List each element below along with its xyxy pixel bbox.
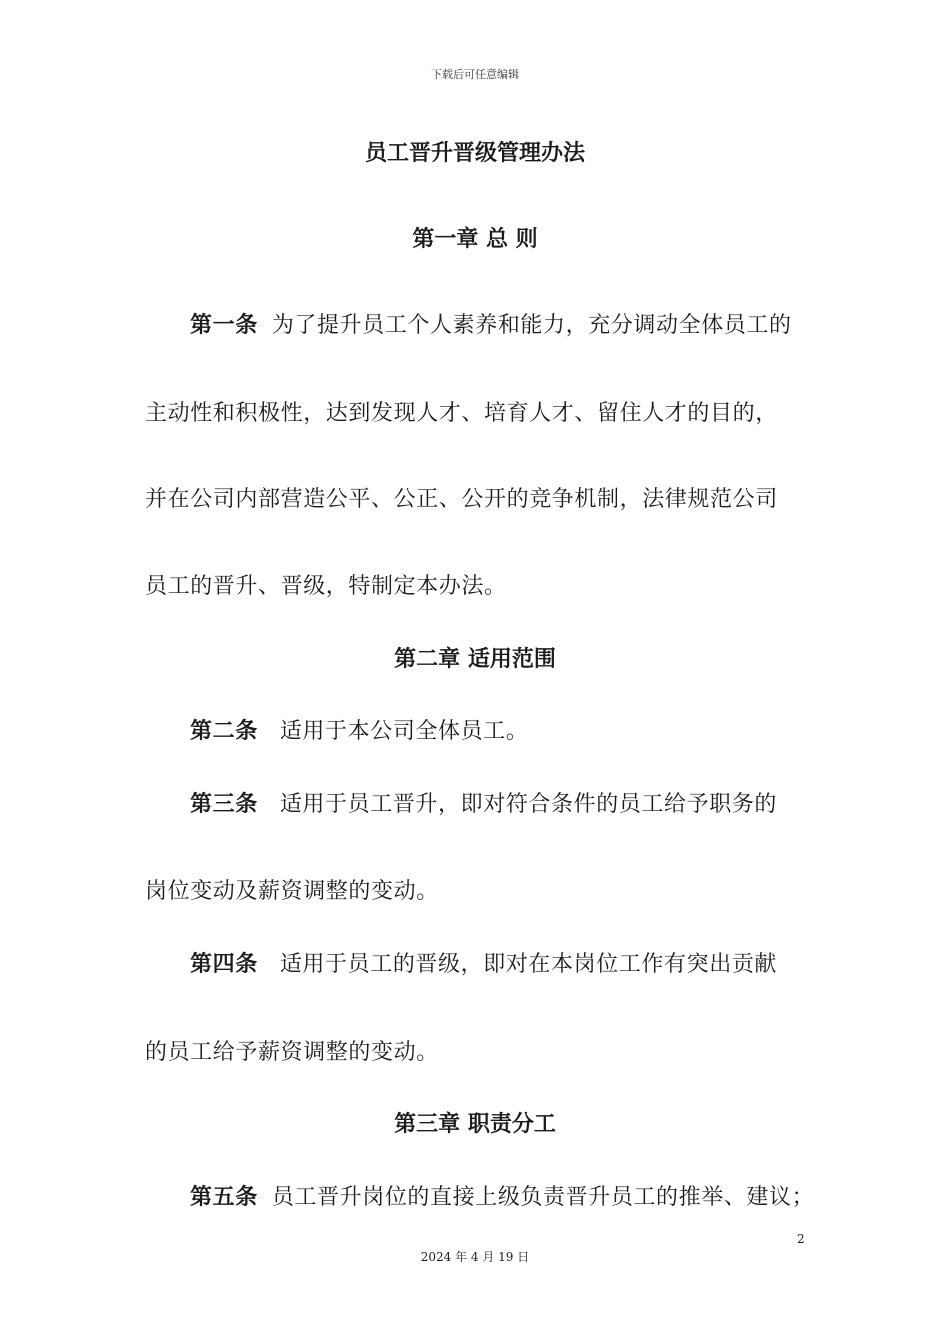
article-3-label: 第三条 [190,792,258,817]
article-4-line-2: 的员工给予薪资调整的变动。 [145,1040,439,1065]
page-number: 2 [797,1232,805,1246]
article-5-line-1 [190,1180,814,1211]
article-5-label: 第五条 [190,1185,258,1210]
article-1-line-2: 主动性和积极性，达到发现人才、培育人才、留住人才的目的， [145,401,778,426]
footer-date: 2024 年 4 月 19 日 [420,1250,530,1264]
header-note: 下载后可任意编辑 [431,68,519,81]
article-3-text: 适用于员工晋升，即对符合条件的员工给予职务的 [279,792,778,817]
article-4-line-1 [190,947,777,978]
chapter-1-title: 第一章 总 则 [412,227,538,252]
chapter-3-title: 第三章 职责分工 [394,1112,556,1137]
article-1-line-1 [190,308,792,339]
article-1-label: 第一条 [190,313,258,338]
article-4-label: 第四条 [190,952,258,977]
chapter-2-title: 第二章 适用范围 [394,647,556,672]
article-2-label: 第二条 [190,719,258,744]
article-2-text: 适用于本公司全体员工。 [279,719,529,744]
article-1-text: 为了提升员工个人素养和能力，充分调动全体员工的 [271,313,792,338]
article-1-line-3: 并在公司内部营造公平、公正、公开的竞争机制，法律规范公司 [145,487,778,512]
document-title: 员工晋升晋级管理办法 [364,141,585,166]
article-4-text: 适用于员工的晋级，即对在本岗位工作有突出贡献 [279,952,778,977]
article-3-line-1 [190,787,777,818]
article-5-text: 员工晋升岗位的直接上级负责晋升员工的推举、建议； [271,1185,815,1210]
article-1-line-4: 员工的晋升、晋级，特制定本办法。 [145,574,507,599]
article-3-line-2: 岗位变动及薪资调整的变动。 [145,879,439,904]
article-2-line-1 [190,714,528,745]
